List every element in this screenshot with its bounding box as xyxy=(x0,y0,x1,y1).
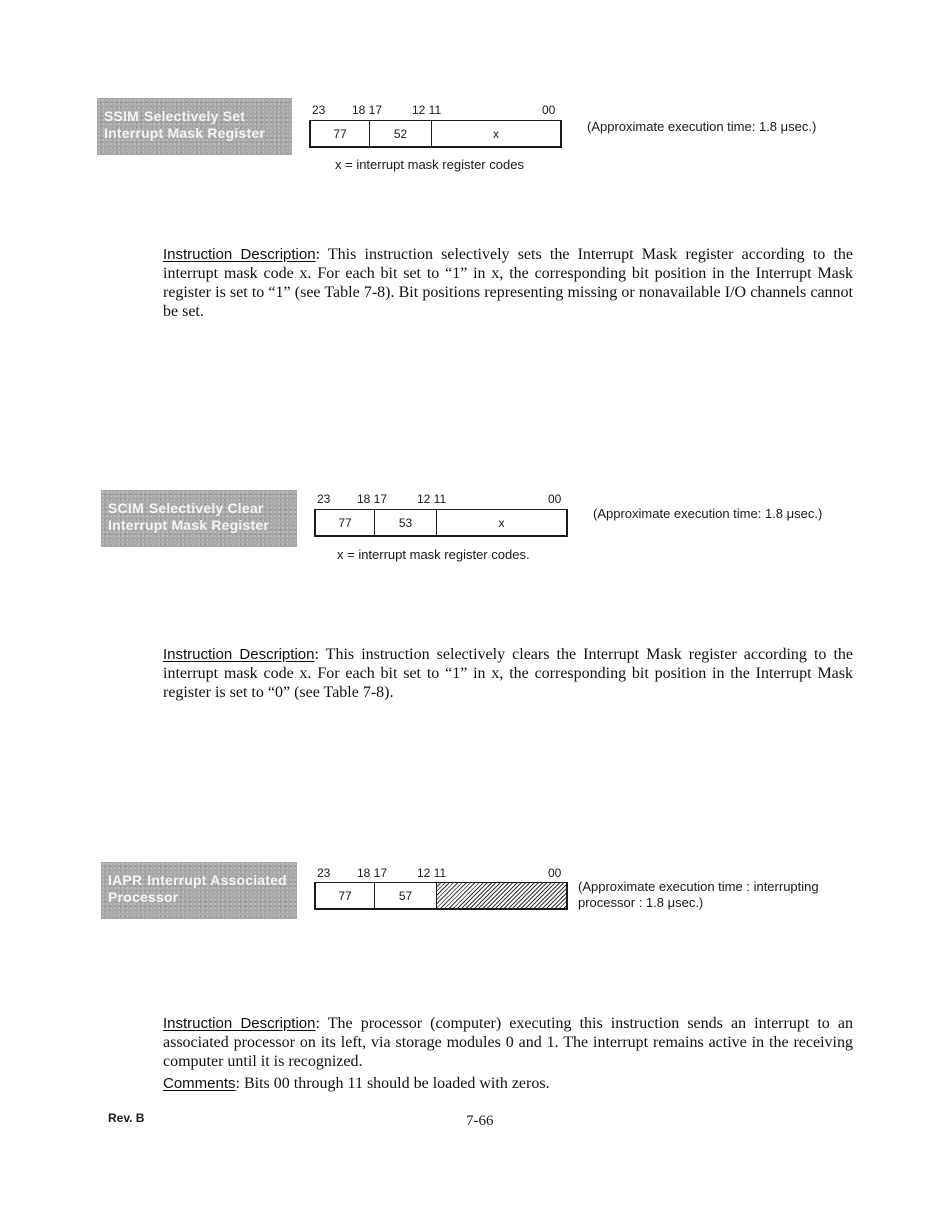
opcode-field: 77 xyxy=(316,510,375,535)
bit-pos-12-11: 12 11 xyxy=(417,866,447,880)
ssim-description xyxy=(163,245,853,321)
subcode-field: 53 xyxy=(375,510,437,535)
iapr-format-box xyxy=(314,882,568,910)
desc-text: : The processor (computer) executing this instruction sends an interrupt to an associated processor on its left, via storage modules 0 and 1. The interrupt remains active in the receiving computer until it is recognized. xyxy=(163,1015,853,1070)
scim-label-box xyxy=(101,490,297,547)
ssim-field-note: x = interrupt mask register codes xyxy=(335,157,524,172)
hatched-unused-field xyxy=(437,883,566,908)
bit-pos-23: 23 xyxy=(317,866,331,880)
subcode-field: 52 xyxy=(370,121,432,146)
opcode-field: 77 xyxy=(311,121,370,146)
desc-label: Instruction Description xyxy=(163,1015,316,1032)
desc-label: Instruction Description xyxy=(163,646,315,663)
ssim-exec-time: (Approximate execution time: 1.8 μsec.) xyxy=(587,119,817,134)
iapr-title-line2: Processor xyxy=(108,889,179,905)
exec-time-line2: processor : 1.8 μsec.) xyxy=(578,895,704,910)
scim-mnemonic: SCIM xyxy=(108,500,144,516)
scim-title-line2: Interrupt Mask Register xyxy=(108,517,269,533)
operand-field: x xyxy=(493,126,499,141)
bit-pos-12-11: 12 11 xyxy=(417,492,447,506)
page-number: 7-66 xyxy=(466,1113,494,1129)
revision-label: Rev. B xyxy=(108,1111,145,1125)
bit-pos-18-17: 18 17 xyxy=(357,866,388,880)
bit-pos-00: 00 xyxy=(548,492,562,506)
bit-pos-23: 23 xyxy=(317,492,331,506)
scim-title-line1: Selectively Clear xyxy=(148,500,264,516)
exec-time-line1: (Approximate execution time : interrupting xyxy=(578,879,819,894)
operand-field: x xyxy=(498,515,505,530)
iapr-title-line1: Interrupt Associated xyxy=(147,872,287,888)
opcode-field: 77 xyxy=(316,883,375,908)
iapr-mnemonic: IAPR xyxy=(108,872,143,888)
comments-label: Comments xyxy=(163,1075,236,1092)
scim-exec-time: (Approximate execution time: 1.8 μsec.) xyxy=(593,506,823,521)
bit-pos-23: 23 xyxy=(312,103,326,117)
ssim-title-line2: Interrupt Mask Register xyxy=(104,125,265,141)
scim-format-box xyxy=(314,509,568,537)
desc-text: : This instruction selectively sets the Interrupt Mask register according to the interrupt mask code x. For each bit set to “1” in x, the corresponding bit position in the Interrupt Mask register is set to “1” (see Table 7-8). Bit positions representing missing or nonavailable I/O channels cannot be set. xyxy=(163,246,854,320)
iapr-comments xyxy=(163,1074,853,1093)
ssim-label-box xyxy=(97,98,292,155)
iapr-exec-time xyxy=(578,879,819,911)
ssim-title-line1: Selectively Set xyxy=(144,108,246,124)
scim-description xyxy=(163,645,853,702)
desc-text: : This instruction selectively clears the Interrupt Mask register according to the interrupt mask code x. For each bit set to “1” in x, the corresponding bit position in the Interrupt Mask register is set to “0” (see Table 7-8). xyxy=(163,646,853,701)
bit-pos-18-17: 18 17 xyxy=(357,492,388,506)
bit-pos-12-11: 12 11 xyxy=(412,103,442,117)
scim-field-note: x = interrupt mask register codes. xyxy=(337,547,530,562)
desc-label: Instruction Description xyxy=(163,246,316,263)
comments-text: : Bits 00 through 11 should be loaded with zeros. xyxy=(235,1075,550,1092)
subcode-field: 57 xyxy=(375,883,437,908)
bit-pos-00: 00 xyxy=(548,866,562,880)
bit-pos-18-17: 18 17 xyxy=(352,103,383,117)
bit-pos-00: 00 xyxy=(542,103,556,117)
iapr-label-box xyxy=(101,862,297,919)
ssim-mnemonic: SSIM xyxy=(104,108,140,124)
iapr-description xyxy=(163,1014,853,1071)
ssim-format-box xyxy=(309,120,562,148)
